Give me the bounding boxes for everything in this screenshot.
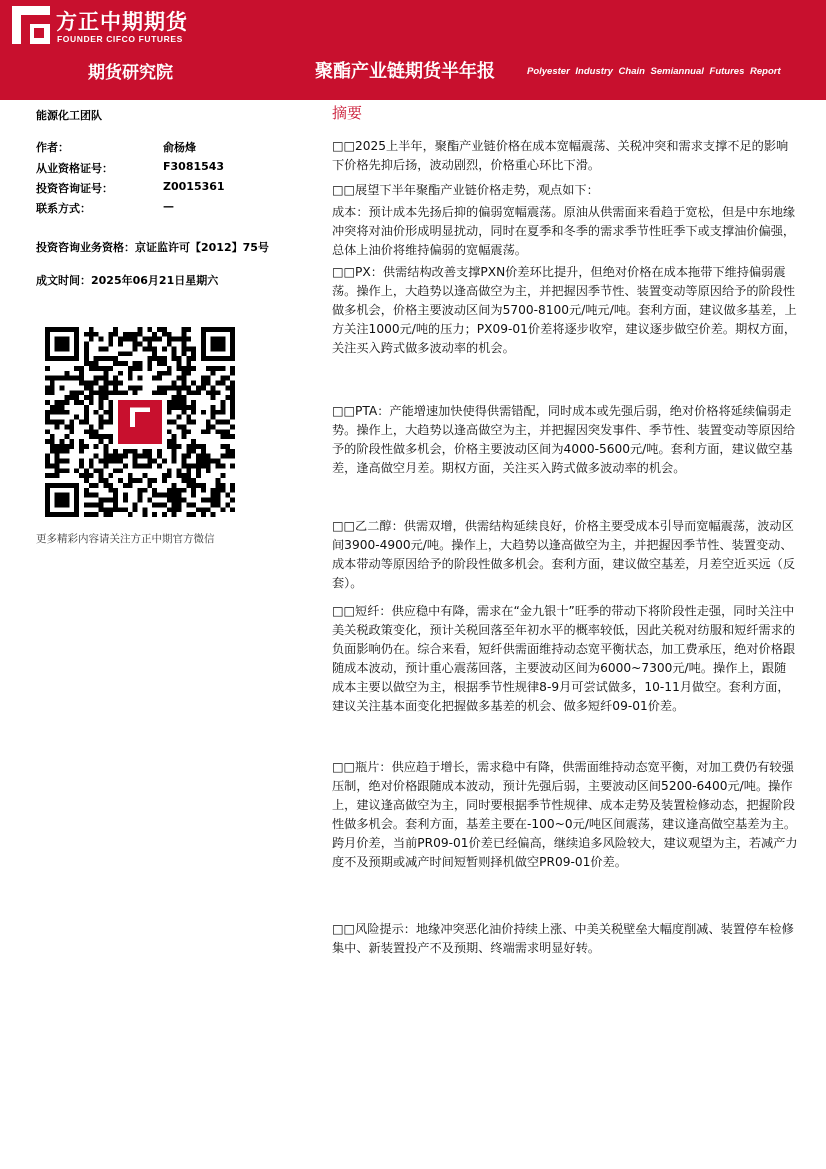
author-label: 作者： xyxy=(36,141,69,154)
contact-value: — xyxy=(163,200,174,213)
qualification-label: 从业资格证号： xyxy=(36,162,113,175)
company-name: 方正中期期货 xyxy=(56,10,188,34)
report-title-en: Polyester Industry Chain Semiannual Futures Report xyxy=(527,66,781,77)
qr-caption: 更多精彩内容请关注方正中期官方微信 xyxy=(36,533,215,545)
report-title: 聚酯产业链期货半年报 xyxy=(315,61,495,82)
summary-paragraph: □□2025上半年，聚酯产业链价格在成本宽幅震荡、关税冲突和需求支撑不足的影响下价格先抑后扬，波动剧烈，价格重心环比下滑。 xyxy=(332,139,789,172)
contact-label: 联系方式： xyxy=(36,202,91,215)
summary-paragraph: □□风险提示：地缘冲突恶化油价持续上涨、中美关税壁垒大幅度削减、装置停车检修集中、新装置投产不及预期、终端需求明显好转。 xyxy=(332,922,794,955)
summary-paragraph: □□PTA：产能增速加快使得供需错配，同时成本或先强后弱，绝对价格将延续偏弱走势。操作上，大趋势以逢高做空为主，并把握因突发事件、季节性、装置变动等原因给予的阶段性做多机会，价格主要波动区间为4000-5600元/吨。套利方面，建议做空基差，逢高做空月差。期权方面，关注买入跨式做多波动率的机会。 xyxy=(332,404,796,475)
wechat-qr-code xyxy=(40,322,240,522)
summary-paragraph: 成本：预计成本先扬后抑的偏弱宽幅震荡。原油从供需面来看趋于宽松，但是中东地缘冲突将对油价形成明显扰动，同时在夏季和冬季的需求季节性旺季下或支撑油价偏强，总体上油价将维持偏弱的宽幅震荡。 xyxy=(332,205,796,257)
summary-paragraph: □□短纤：供应稳中有降，需求在“金九银十”旺季的带动下将阶段性走强，同时关注中美关税政策变化，预计关税回落至年初水平的概率较低，因此关税对纺服和短纤需求的负面影响仍在。综合来看，短纤供需面维持动态宽平衡状态，加工费承压，绝对价格跟随成本波动，预计重心震荡回落，主要波动区间为6000~7300元/吨。操作上，跟随成本主要以做空为主，根据季节性规律8-9月可尝试做多，10-11月做空。套利方面，建议关注基本面变化把握做多基差的机会、做多短纤09-01价差。 xyxy=(332,604,796,713)
summary-paragraph: □□展望下半年聚酯产业链价格走势，观点如下： xyxy=(332,183,599,197)
advisory-label: 投资咨询证号： xyxy=(36,182,113,195)
company-logo-icon xyxy=(12,6,50,44)
author-value: 俞杨烽 xyxy=(163,141,196,154)
team-name: 能源化工团队 xyxy=(36,109,102,122)
qualification-value: F3081543 xyxy=(163,160,225,173)
license-info: 投资咨询业务资格：京证监许可【2012】75号 xyxy=(36,241,269,254)
summary-paragraph: □□乙二醇：供需双增，供需结构延续良好，价格主要受成本引导而宽幅震荡，波动区间3900-4900元/吨。操作上，大趋势以逢高做空为主，并把握因季节性、装置变动、成本带动等原因给予的阶段性做多机会。套利方面，建议做空基差，月差空近买远（反套）。 xyxy=(332,519,796,590)
report-header xyxy=(0,0,826,100)
summary-heading: 摘要 xyxy=(332,104,363,122)
summary-paragraph: □□瓶片：供应趋于增长，需求稳中有降，供需面维持动态宽平衡，对加工费仍有较强压制，绝对价格跟随成本波动，预计先强后弱，主要波动区间5200-6400元/吨。操作上，建议逢高做空为主，同时要根据季节性规律、成本走势及装置检修动态，把握阶段性做多机会。套利方面，基差主要在-100~0元/吨区间震荡，建议逢高做空基差为主。跨月价差，当前PR09-01价差已经偏高，继续追多风险较大，建议观望为主，若减产力度不及预期或减产时间短暂则择机做空PR09-01价差。 xyxy=(332,760,798,869)
summary-paragraph: □□PX：供需结构改善支撑PXN价差环比提升，但绝对价格在成本拖带下维持偏弱震荡。操作上，大趋势以逢高做空为主，并把握因季节性、装置变动等原因给予的阶段性做多机会，价格主要波动区间为5700-8100元/吨元/吨。套利方面，建议做多基差，上方关注1000元/吨的压力；PX09-01价差将逐步收窄，建议逐步做空价差。期权方面，关注买入跨式做多波动率的机会。 xyxy=(332,265,797,355)
publish-date: 成文时间：2025年06月21日星期六 xyxy=(36,274,219,287)
advisory-value: Z0015361 xyxy=(163,180,225,193)
company-name-en: FOUNDER CIFCO FUTURES xyxy=(57,34,183,44)
institute-name: 期货研究院 xyxy=(88,63,173,83)
